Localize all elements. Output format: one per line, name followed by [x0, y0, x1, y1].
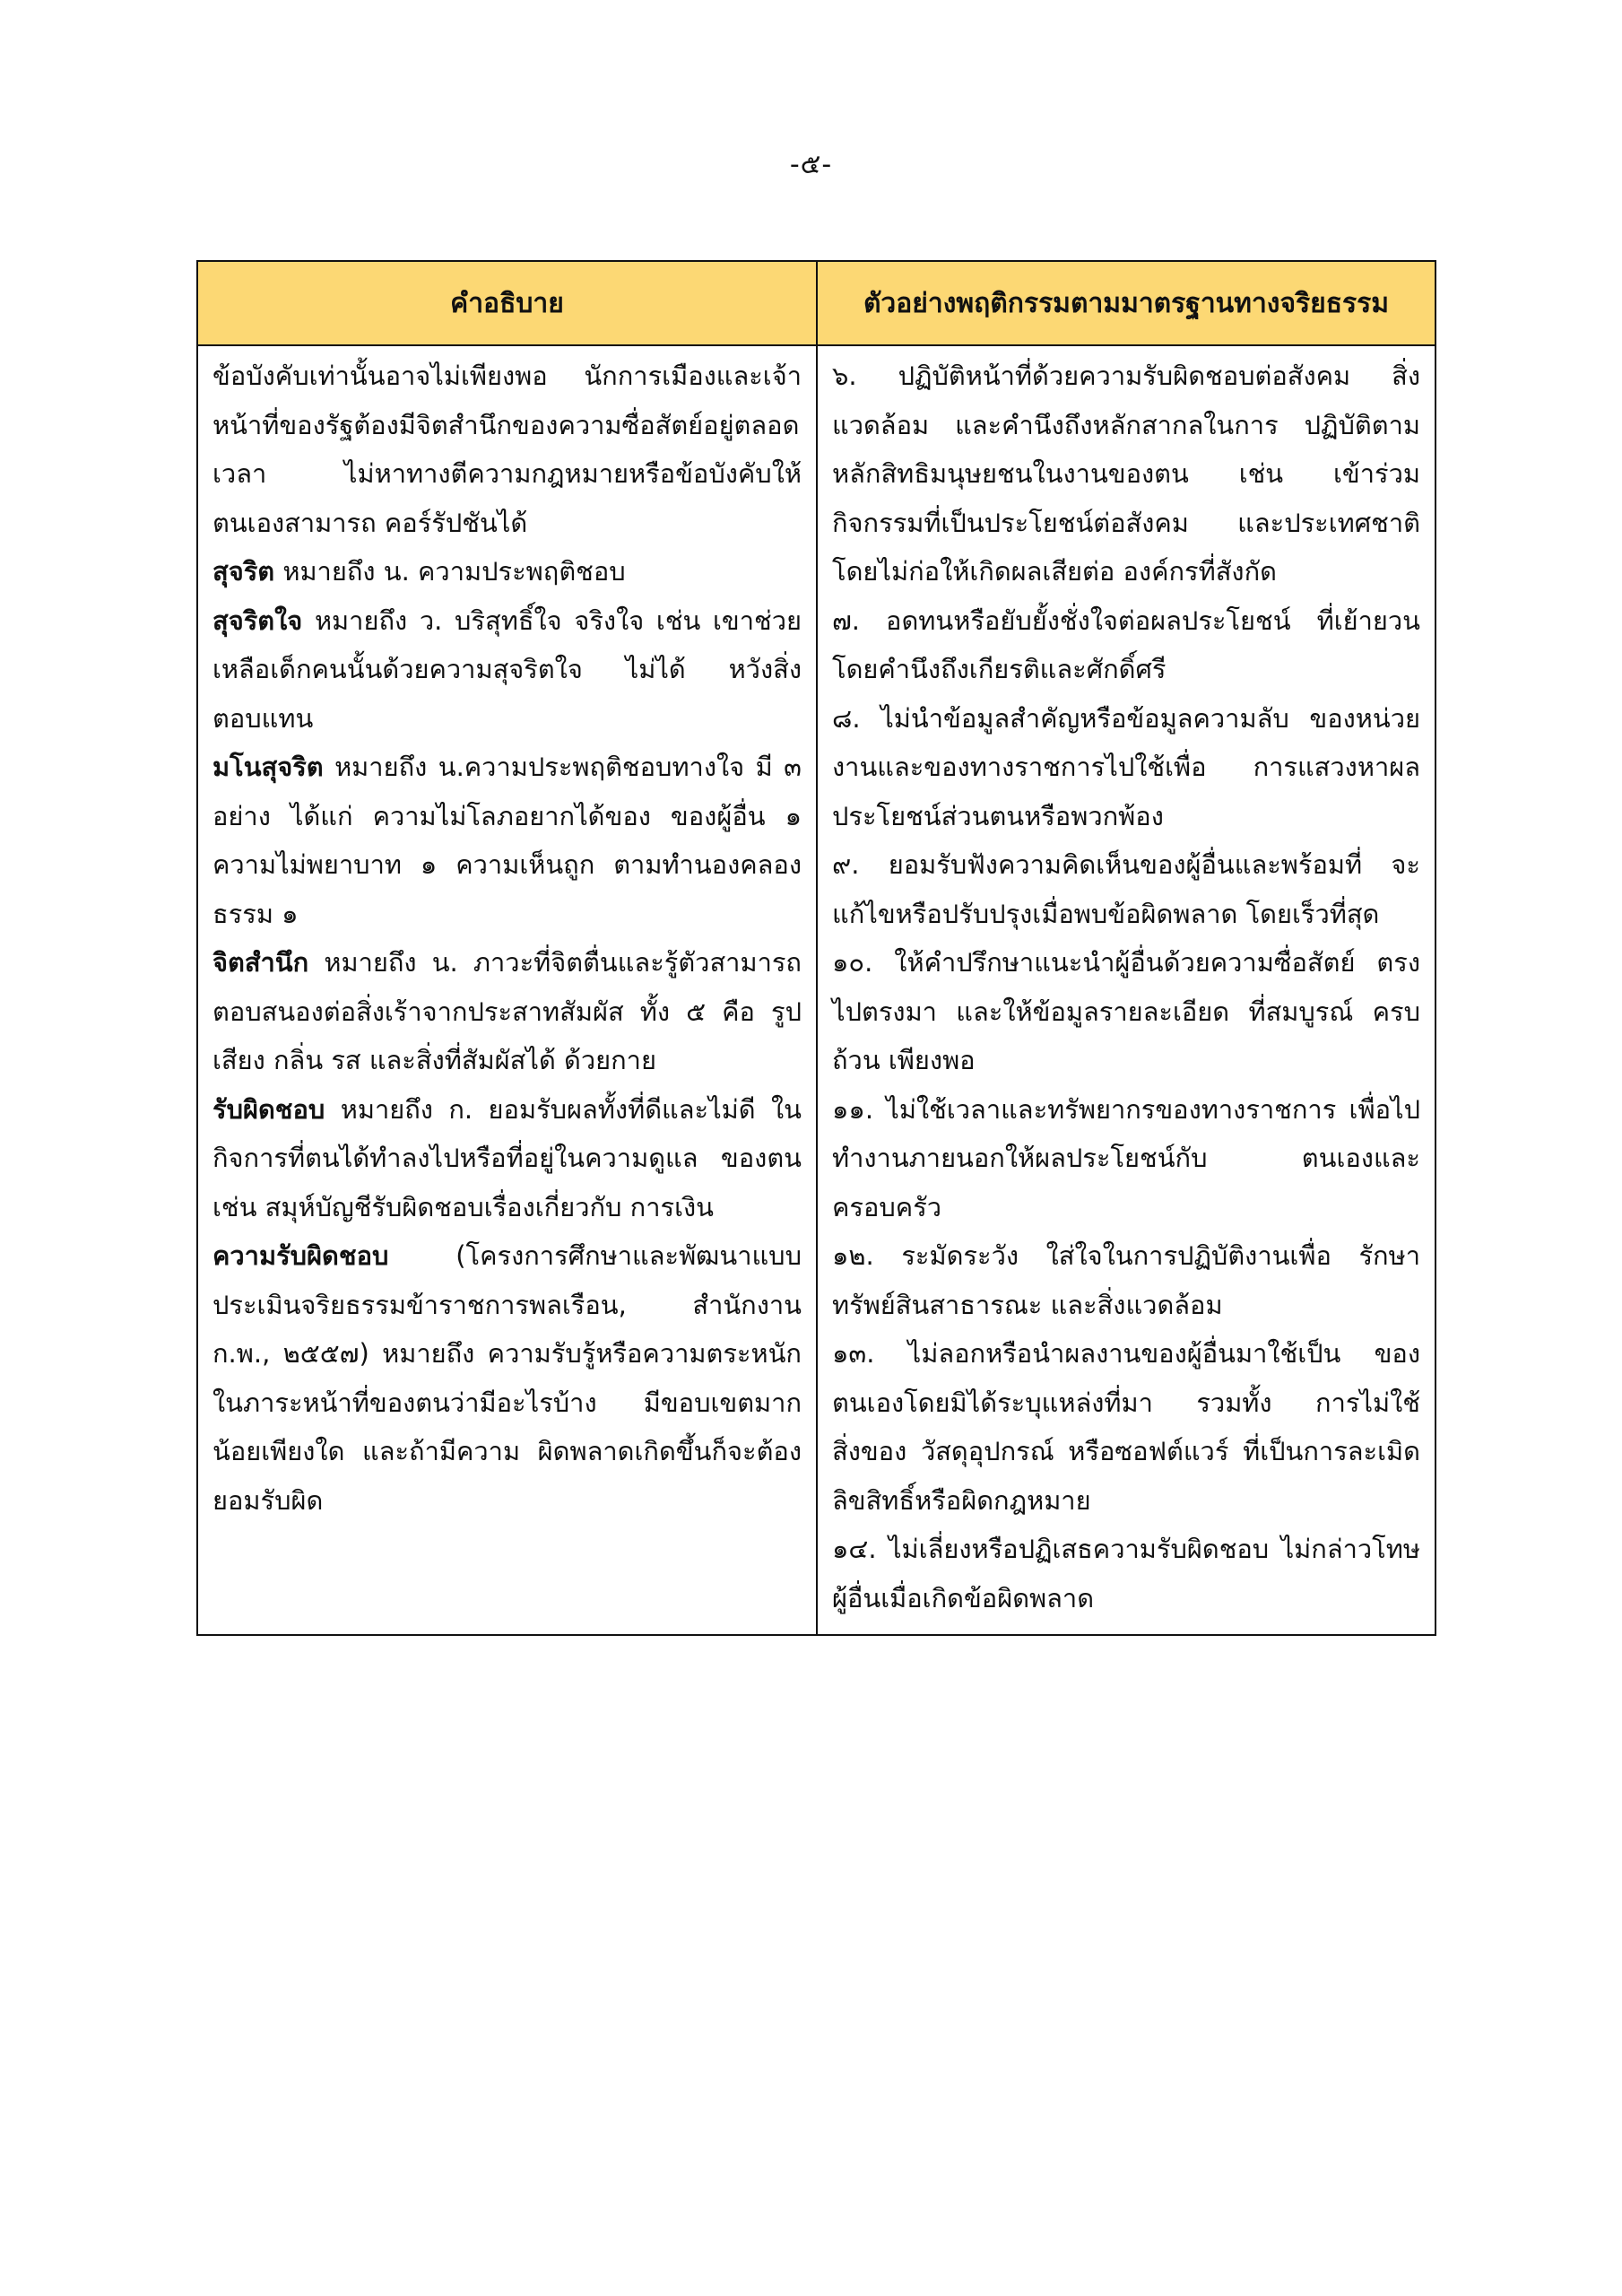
definition-text: หมายถึง ก. ยอมรับผลทั้งที่ดีและไม่ดี ในกิจการที่ตนได้ทำลงไปหรือที่อยู่ในความดูแล ของตน เช่น สมุห์บัญชีรับผิดชอบเรื่องเกี่ยวกับ การเงิน — [213, 1093, 802, 1222]
definition-term: จิตสำนึก — [213, 947, 309, 978]
header-explanation: คำอธิบาย — [197, 261, 817, 345]
behavior-item: ๗. อดทนหรือยับยั้งชั่งใจต่อผลประโยชน์ ที่เย้ายวน โดยคำนึงถึงเกียรติและศักดิ์ศรี — [832, 604, 1420, 684]
intro-text: ข้อบังคับเท่านั้นอาจไม่เพียงพอ นักการเมืองและเจ้าหน้าที่ของรัฐต้องมีจิตสำนึกของความซื่อสัตย์อยู่ตลอดเวลา ไม่หาทางตีความกฎหมายหรือข้อบังคับให้ตนเองสามารถ คอร์รัปชันได้ — [213, 361, 802, 538]
header-behavior-examples: ตัวอย่างพฤติกรรมตามมาตรฐานทางจริยธรรม — [817, 261, 1436, 345]
definition-term: มโนสุจริต — [213, 752, 324, 782]
behavior-item: ๑๓. ไม่ลอกหรือนำผลงานของผู้อื่นมาใช้เป็น ของตนเองโดยมิได้ระบุแหล่งที่มา รวมทั้ง การไม่ใช้สิ่งของ วัสดุอุปกรณ์ หรือซอฟต์แวร์ ที่เป็นการละเมิดลิขสิทธิ์หรือผิดกฎหมาย — [832, 1338, 1420, 1516]
definition-text: หมายถึง น. ความประพฤติชอบ — [274, 556, 626, 587]
behavior-item: ๑๒. ระมัดระวัง ใส่ใจในการปฏิบัติงานเพื่อ รักษาทรัพย์สินสาธารณะ และสิ่งแวดล้อม — [832, 1240, 1420, 1320]
definition-entry — [213, 547, 802, 596]
table-header-row — [197, 261, 1436, 345]
definition-entry — [213, 938, 802, 1085]
definition-term: รับผิดชอบ — [213, 1093, 325, 1125]
ethics-table — [196, 260, 1436, 1636]
behavior-item: ๙. ยอมรับฟังความคิดเห็นของผู้อื่นและพร้อมที่ จะแก้ไขหรือปรับปรุงเมื่อพบข้อผิดพลาด โดยเร็วที่สุด — [832, 849, 1420, 929]
definition-entry — [213, 596, 802, 744]
definition-term: สุจริตใจ — [213, 604, 303, 636]
page-number: -๕- — [789, 149, 833, 180]
explanation-cell — [197, 345, 817, 1635]
behavior-item: ๖. ปฏิบัติหน้าที่ด้วยความรับผิดชอบต่อสังคม สิ่งแวดล้อม และคำนึงถึงหลักสากลในการ ปฏิบัติตามหลักสิทธิมนุษยชนในงานของตน เช่น เข้าร่วมกิจกรรมที่เป็นประโยชน์ต่อสังคม และประเทศชาติ โดยไม่ก่อให้เกิดผลเสียต่อ องค์กรที่สังกัด — [832, 361, 1420, 587]
definition-entry — [213, 1231, 802, 1525]
behavior-examples-cell — [817, 345, 1436, 1635]
definition-entry — [213, 1085, 802, 1232]
definition-text: (โครงการศึกษาและพัฒนาแบบประเมินจริยธรรมข้าราชการพลเรือน, สำนักงาน ก.พ., ๒๕๕๗) หมายถึง ความรับรู้หรือความตระหนักในภาระหน้าที่ของตนว่ามีอะไรบ้าง มีขอบเขตมากน้อยเพียงใด และถ้ามีความ ผิดพลาดเกิดขึ้นก็จะต้องยอมรับผิด — [213, 1240, 802, 1516]
definition-term: สุจริต — [213, 556, 275, 587]
definition-text: หมายถึง น. ภาวะที่จิตตื่นและรู้ตัวสามารถตอบสนองต่อสิ่งเร้าจากประสาทสัมผัส ทั้ง ๕ คือ รูป เสียง กลิ่น รส และสิ่งที่สัมผัสได้ ด้วยกาย — [213, 947, 802, 1075]
definition-entry — [213, 743, 802, 938]
definition-term: ความรับผิดชอบ — [213, 1240, 389, 1271]
definition-text: หมายถึง น.ความประพฤติชอบทางใจ มี ๓ อย่าง ได้แก่ ความไม่โลภอยากได้ของ ของผู้อื่น ๑ ความไม่พยาบาท ๑ ความเห็นถูก ตามทำนองคลองธรรม ๑ — [213, 752, 802, 929]
table-body-row — [197, 345, 1436, 1635]
behavior-item: ๑๐. ให้คำปรึกษาแนะนำผู้อื่นด้วยความซื่อสัตย์ ตรงไปตรงมา และให้ข้อมูลรายละเอียด ที่สมบูรณ์ ครบถ้วน เพียงพอ — [832, 947, 1420, 1075]
behavior-item: ๘. ไม่นำข้อมูลสำคัญหรือข้อมูลความลับ ของหน่วยงานและของทางราชการไปใช้เพื่อ การแสวงหาผลประโยชน์ส่วนตนหรือพวกพ้อง — [832, 702, 1420, 831]
behavior-item: ๑๑. ไม่ใช้เวลาและทรัพยากรของทางราชการ เพื่อไปทำงานภายนอกให้ผลประโยชน์กับ ตนเองและครอบครัว — [832, 1093, 1420, 1222]
behavior-item: ๑๔. ไม่เลี่ยงหรือปฏิเสธความรับผิดชอบ ไม่กล่าวโทษผู้อื่นเมื่อเกิดข้อผิดพลาด — [832, 1534, 1420, 1613]
definition-text: หมายถึง ว. บริสุทธิ์ใจ จริงใจ เช่น เขาช่วยเหลือเด็กคนนั้นด้วยความสุจริตใจ ไม่ได้ หวังสิ่งตอบแทน — [213, 604, 802, 734]
